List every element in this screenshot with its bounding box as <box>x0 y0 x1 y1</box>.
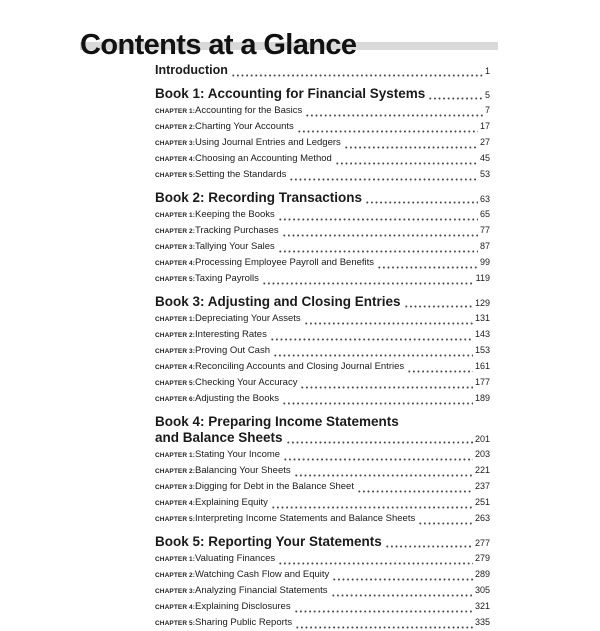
dot-leader <box>282 402 473 405</box>
chapter-title: Choosing an Accounting Method <box>195 153 332 164</box>
page-number: 7 <box>484 105 490 115</box>
toc-book-section <box>155 414 490 527</box>
book-title-row <box>155 294 490 311</box>
toc-book-section <box>155 86 490 183</box>
dot-leader <box>283 458 473 461</box>
page-number: 189 <box>474 393 490 403</box>
page-number: 1 <box>484 66 490 76</box>
toc-chapter-row <box>155 391 490 407</box>
chapter-title: Setting the Standards <box>195 169 287 180</box>
dot-leader <box>278 250 478 253</box>
toc-chapter-row <box>155 463 490 479</box>
toc-chapter-row <box>155 239 490 255</box>
page-number: 17 <box>479 121 490 131</box>
chapter-title: Processing Employee Payroll and Benefits <box>195 257 375 268</box>
dot-leader <box>365 201 478 204</box>
page-number: 289 <box>474 569 490 579</box>
page-number: 143 <box>474 329 490 339</box>
book-title: Book 5: Reporting Your Statements <box>155 534 382 549</box>
chapter-title: Analyzing Financial Statements <box>195 585 328 596</box>
page-number: 251 <box>474 497 490 507</box>
chapter-label: CHAPTER 1: <box>155 212 196 219</box>
toc-book-section <box>155 534 490 631</box>
chapter-title: Charting Your Accounts <box>195 121 294 132</box>
page-number: 53 <box>479 169 490 179</box>
page-number: 129 <box>474 298 490 308</box>
dot-leader <box>428 97 483 100</box>
chapter-label: CHAPTER 1: <box>155 556 196 563</box>
page-number: 201 <box>474 434 490 444</box>
chapter-title: Taxing Payrolls <box>195 273 259 284</box>
dot-leader <box>270 338 473 341</box>
page-number: 263 <box>474 513 490 523</box>
toc-chapter-row <box>155 223 490 239</box>
toc-chapter-row <box>155 327 490 343</box>
chapter-label: CHAPTER 1: <box>155 316 196 323</box>
toc-chapter-row <box>155 255 490 271</box>
chapter-label: CHAPTER 2: <box>155 572 196 579</box>
chapter-title: Interpreting Income Statements and Balance Sheets <box>195 513 416 524</box>
chapter-title: Accounting for the Basics <box>195 105 303 116</box>
toc-chapter-row <box>155 551 490 567</box>
dot-leader <box>282 234 478 237</box>
chapter-label: CHAPTER 2: <box>155 124 196 131</box>
toc-chapter-row <box>155 311 490 327</box>
book-chapters <box>155 207 490 287</box>
chapter-title: Watching Cash Flow and Equity <box>195 569 330 580</box>
chapter-title: Sharing Public Reports <box>195 617 293 628</box>
toc-chapter-row <box>155 135 490 151</box>
dot-leader <box>335 162 478 165</box>
dot-leader <box>305 114 483 117</box>
page-number: 335 <box>474 617 490 627</box>
dot-leader <box>278 562 473 565</box>
dot-leader <box>278 218 478 221</box>
toc-chapter-row <box>155 359 490 375</box>
chapter-label: CHAPTER 5: <box>155 620 196 627</box>
chapter-label: CHAPTER 3: <box>155 348 196 355</box>
dot-leader <box>377 266 478 269</box>
book-title: Book 2: Recording Transactions <box>155 190 363 205</box>
chapter-title: Stating Your Income <box>195 449 281 460</box>
page-number: 5 <box>484 90 490 100</box>
dot-leader <box>289 178 478 181</box>
chapter-label: CHAPTER 3: <box>155 140 196 147</box>
toc-book-section <box>155 190 490 287</box>
page-number: 277 <box>474 538 490 548</box>
toc-books <box>155 86 490 631</box>
page-number: 27 <box>479 137 490 147</box>
book-chapters <box>155 311 490 407</box>
chapter-title: Explaining Equity <box>195 497 268 508</box>
page-number: 177 <box>474 377 490 387</box>
page-number: 161 <box>474 361 490 371</box>
book-chapters <box>155 103 490 183</box>
dot-leader <box>271 506 473 509</box>
dot-leader <box>286 441 473 444</box>
chapter-label: CHAPTER 4: <box>155 156 196 163</box>
chapter-title: Using Journal Entries and Ledgers <box>195 137 341 148</box>
dot-leader <box>407 370 473 373</box>
toc-book-section <box>155 294 490 407</box>
dot-leader <box>304 322 473 325</box>
toc-chapter-row <box>155 479 490 495</box>
chapter-label: CHAPTER 4: <box>155 364 196 371</box>
book-heading <box>155 414 490 447</box>
toc-chapter-row <box>155 151 490 167</box>
chapter-title: Valuating Finances <box>195 553 276 564</box>
book-title: Book 4: Preparing Income Statements <box>155 414 399 429</box>
chapter-label: CHAPTER 3: <box>155 588 196 595</box>
toc-chapter-row <box>155 615 490 631</box>
toc-chapter-row <box>155 375 490 391</box>
chapter-title: Proving Out Cash <box>195 345 270 356</box>
toc-chapter-row <box>155 343 490 359</box>
toc-chapter-row <box>155 583 490 599</box>
chapter-label: CHAPTER 2: <box>155 332 196 339</box>
book-title-row <box>155 534 490 551</box>
page-number: 119 <box>475 273 490 283</box>
toc-chapter-row <box>155 599 490 615</box>
book-heading <box>155 190 490 207</box>
toc-chapter-row <box>155 511 490 527</box>
dot-leader <box>331 594 473 597</box>
book-chapters <box>155 551 490 631</box>
toc-chapter-row <box>155 119 490 135</box>
chapter-label: CHAPTER 1: <box>155 108 196 115</box>
page-number: 305 <box>474 585 490 595</box>
dot-leader <box>404 305 473 308</box>
chapter-label: CHAPTER 5: <box>155 516 196 523</box>
toc-chapter-row <box>155 447 490 463</box>
book-heading <box>155 534 490 551</box>
dot-leader <box>273 354 473 357</box>
book-title-row <box>155 86 490 103</box>
page-number: 131 <box>474 313 490 323</box>
toc-chapter-row <box>155 271 490 287</box>
chapter-label: CHAPTER 3: <box>155 244 196 251</box>
book-heading <box>155 86 490 103</box>
dot-leader <box>344 146 478 149</box>
chapter-title: Adjusting the Books <box>195 393 279 404</box>
book-title-row <box>155 430 490 447</box>
table-of-contents <box>155 63 490 631</box>
toc-chapter-row <box>155 167 490 183</box>
page-number: 321 <box>474 601 490 611</box>
toc-chapter-row <box>155 567 490 583</box>
chapter-label: CHAPTER 5: <box>155 172 196 179</box>
book-chapters <box>155 447 490 527</box>
dot-leader <box>418 522 473 525</box>
chapter-title: Tallying Your Sales <box>195 241 275 252</box>
book-title-row <box>155 190 490 207</box>
page-number: 237 <box>474 481 490 491</box>
chapter-title: Checking Your Accuracy <box>195 377 298 388</box>
toc-chapter-row <box>155 103 490 119</box>
dot-leader <box>300 386 473 389</box>
chapter-title: Tracking Purchases <box>195 225 279 236</box>
chapter-title: Reconciling Accounts and Closing Journal Entries <box>195 361 405 372</box>
chapter-label: CHAPTER 1: <box>155 452 196 459</box>
book-title: and Balance Sheets <box>155 430 283 445</box>
dot-leader <box>294 610 473 613</box>
page-title: Contents at a Glance <box>80 29 357 62</box>
dot-leader <box>231 74 483 77</box>
chapter-title: Depreciating Your Assets <box>195 313 301 324</box>
chapter-label: CHAPTER 4: <box>155 604 196 611</box>
page-number: 279 <box>474 553 490 563</box>
chapter-label: CHAPTER 4: <box>155 500 196 507</box>
toc-chapter-row <box>155 495 490 511</box>
dot-leader <box>295 626 473 629</box>
dot-leader <box>297 130 478 133</box>
dot-leader <box>262 282 474 285</box>
dot-leader <box>357 490 473 493</box>
chapter-title: Explaining Disclosures <box>195 601 291 612</box>
page-number: 203 <box>474 449 490 459</box>
toc-chapter-row <box>155 207 490 223</box>
chapter-title: Keeping the Books <box>195 209 275 220</box>
chapter-label: CHAPTER 3: <box>155 484 196 491</box>
chapter-label: CHAPTER 5: <box>155 380 196 387</box>
chapter-label: CHAPTER 6: <box>155 396 196 403</box>
page-number: 221 <box>474 465 490 475</box>
page-number: 153 <box>474 345 490 355</box>
page-number: 63 <box>479 194 490 204</box>
page-number: 45 <box>479 153 490 163</box>
chapter-title: Digging for Debt in the Balance Sheet <box>195 481 354 492</box>
chapter-label: CHAPTER 5: <box>155 276 196 283</box>
chapter-label: CHAPTER 4: <box>155 260 196 267</box>
chapter-label: CHAPTER 2: <box>155 468 196 475</box>
book-title: Book 1: Accounting for Financial Systems <box>155 86 426 101</box>
page-number: 77 <box>479 225 490 235</box>
page-number: 87 <box>479 241 490 251</box>
book-title: Book 3: Adjusting and Closing Entries <box>155 294 401 309</box>
chapter-title: Balancing Your Sheets <box>195 465 291 476</box>
dot-leader <box>385 545 473 548</box>
introduction-label: Introduction <box>155 63 228 77</box>
page-number: 99 <box>479 257 490 267</box>
book-heading <box>155 294 490 311</box>
toc-introduction-row <box>155 63 490 79</box>
dot-leader <box>332 578 473 581</box>
chapter-title: Interesting Rates <box>195 329 267 340</box>
page-number: 65 <box>479 209 490 219</box>
chapter-label: CHAPTER 2: <box>155 228 196 235</box>
dot-leader <box>294 474 473 477</box>
